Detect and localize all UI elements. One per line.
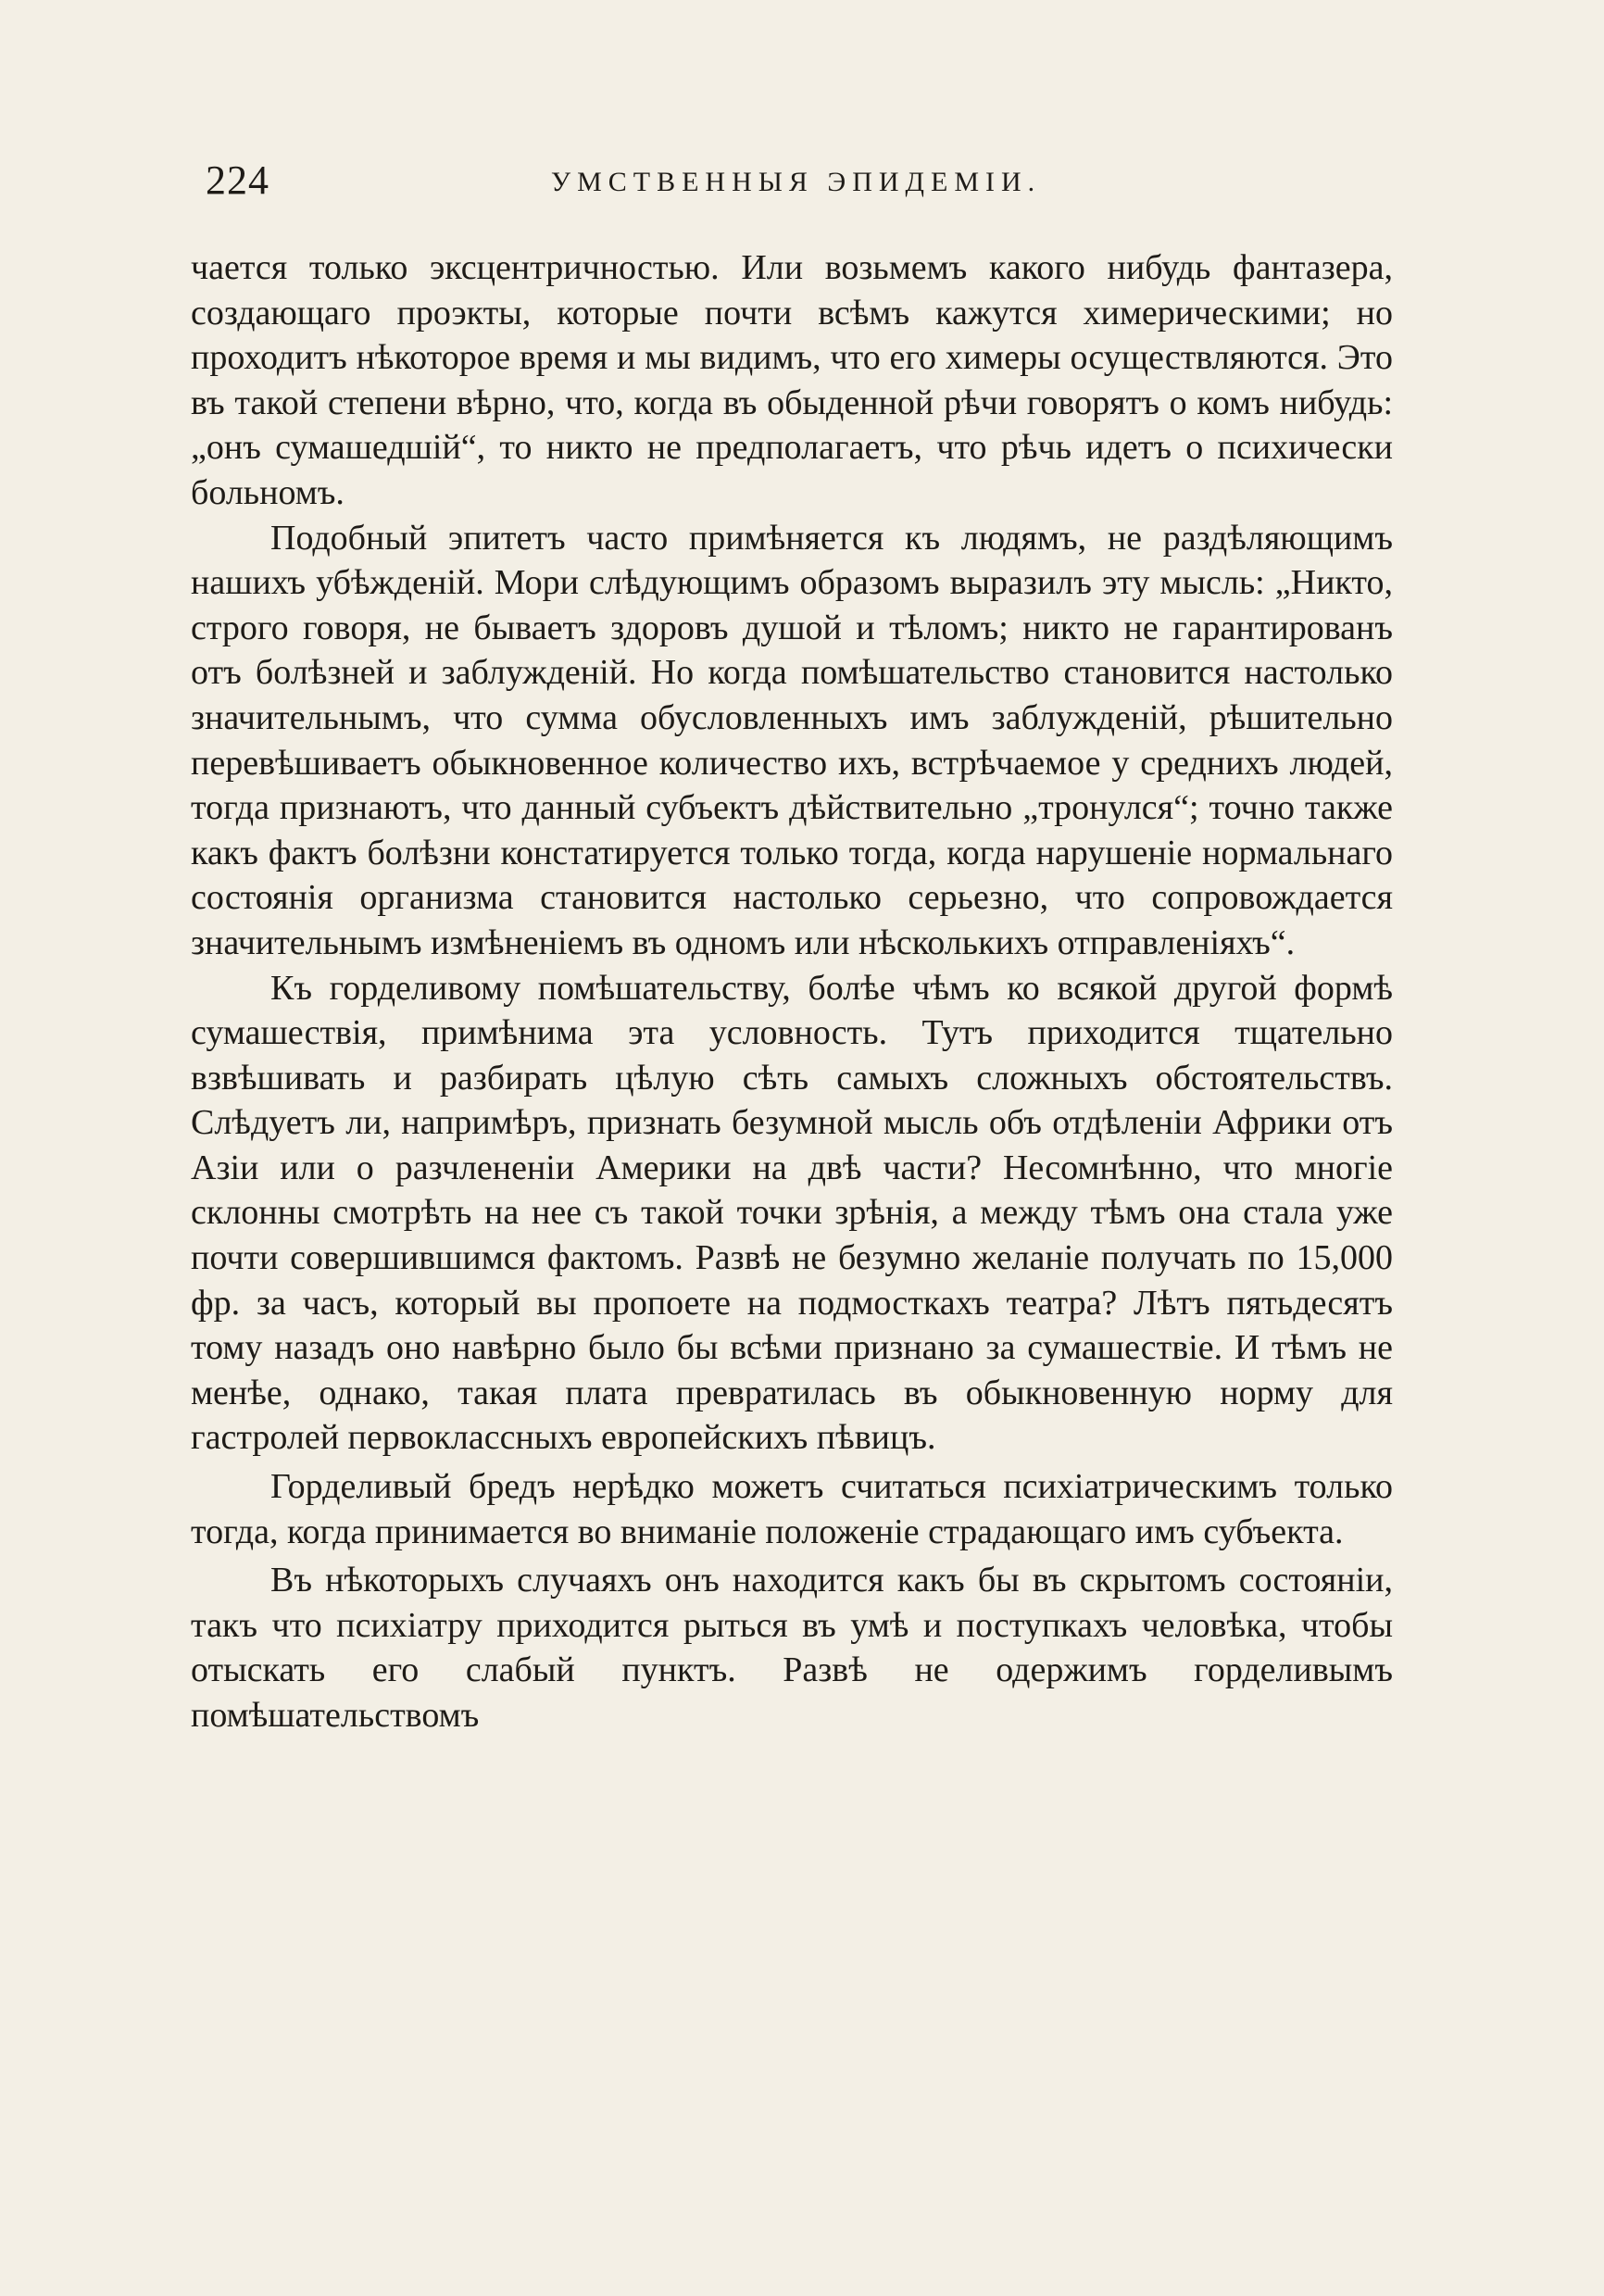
- running-title: УМСТВЕННЫЯ ЭПИДЕМІИ.: [550, 167, 1042, 197]
- paragraph-mori-quote: Подобный эпитетъ часто примѣняется къ людямъ, не раздѣляющимъ нашихъ убѣжденій. Мори слѣдующимъ образомъ выразилъ эту мысль: „Никто, строго говоря, не бываетъ здоровъ душой и тѣломъ; никто не гарантированъ отъ болѣзней и заблужденій. Но когда помѣшательство становится настолько значительнымъ, что сумма обусловленныхъ имъ заблужденій, рѣшительно перевѣшиваетъ обыкновенное количество ихъ, встрѣчаемое у среднихъ людей, тогда признаютъ, что данный субъектъ дѣйствительно „тронулся“; точно также какъ фактъ болѣзни констатируется только тогда, когда нарушеніе нормальнаго состоянія организма становится настолько серьезно, что сопровождается значительнымъ измѣненіемъ въ одномъ или нѣсколькихъ отправленіяхъ“.: [191, 518, 1393, 962]
- page-number: 224: [206, 157, 269, 203]
- page-header: [206, 153, 1386, 208]
- paragraph-continued: чается только эксцентричностью. Или возьмемъ какого нибудь фантазера, создающаго проэкты, которые почти всѣмъ кажутся химерическими; но проходитъ нѣкоторое время и мы видимъ, что его химеры осуществляются. Это въ такой степени вѣрно, что, когда въ обыденной рѣчи говорятъ о комъ нибудь: „онъ сумашедшій“, то никто не предполагаетъ, что рѣчь идетъ о психически больномъ.: [191, 248, 1393, 512]
- paragraph-hidden-state: Въ нѣкоторыхъ случаяхъ онъ находится какъ бы въ скрытомъ состояніи, такъ что психіатру приходится рыться въ умѣ и поступкахъ человѣка, чтобы отыскать его слабый пунктъ. Развѣ не одержимъ горделивымъ помѣшательствомъ: [191, 1561, 1393, 1735]
- paragraph-grandiose-insanity: Къ горделивому помѣшательству, болѣе чѣмъ ко всякой другой формѣ сумашествія, примѣнима эта условность. Тутъ приходится тщательно взвѣшивать и разбирать цѣлую сѣть самыхъ сложныхъ обстоятельствъ. Слѣдуетъ ли, напримѣръ, признать безумной мысль объ отдѣленіи Африки отъ Азіи или о разчлененіи Америки на двѣ части? Несомнѣнно, что многіе склонны смотрѣть на нее съ такой точки зрѣнія, а между тѣмъ она стала уже почти совершившимся фактомъ. Развѣ не безумно желаніе получать по 15,000 фр. за часъ, который вы пропоете на подмосткахъ театра? Лѣтъ пятьдесятъ тому назадъ оно навѣрно было бы всѣми признано за сумашествіе. И тѣмъ не менѣе, однако, такая плата превратилась въ обыкновенную норму для гастролей первоклассныхъ европейскихъ пѣвицъ.: [191, 968, 1393, 1458]
- body-text: [191, 245, 1393, 1738]
- paragraph-grandiose-delusion: Горделивый бредъ нерѣдко можетъ считаться психіатрическимъ только тогда, когда принимается во вниманіе положеніе страдающаго имъ субъекта.: [191, 1467, 1393, 1551]
